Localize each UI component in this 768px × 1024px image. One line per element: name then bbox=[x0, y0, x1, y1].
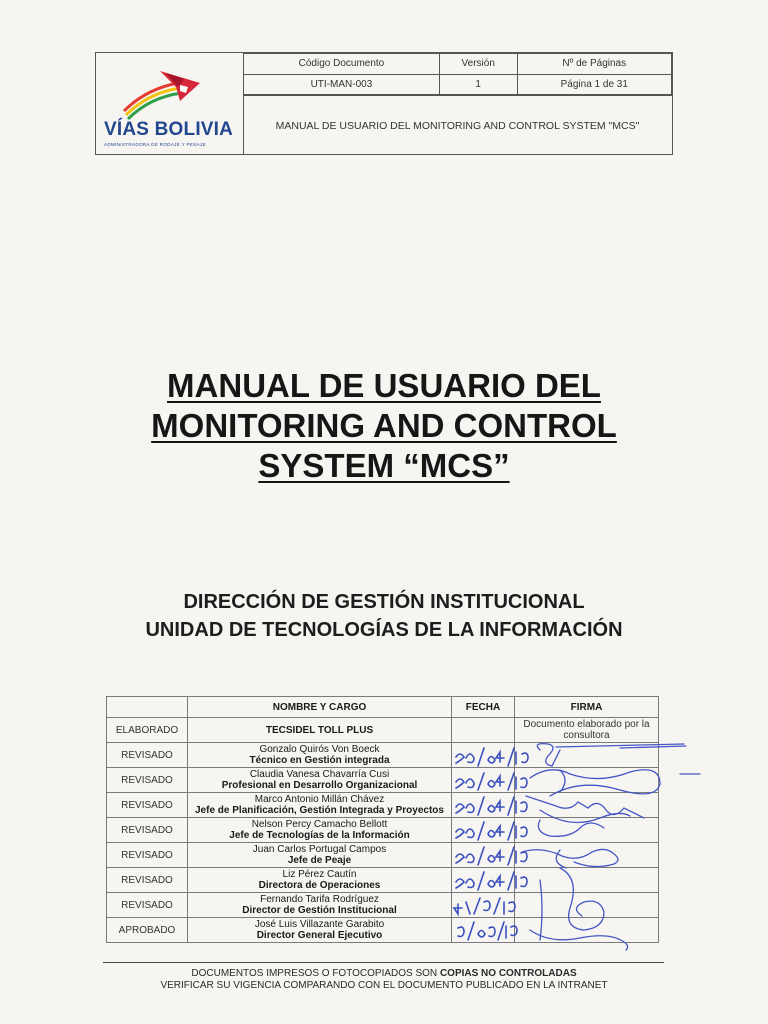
row-name-position bbox=[188, 818, 452, 843]
row-name: Nelson Percy Camacho Bellott bbox=[251, 819, 388, 830]
row-position: Técnico en Gestión integrada bbox=[249, 755, 390, 766]
document-meta bbox=[243, 53, 672, 95]
footer-line-2: VERIFICAR SU VIGENCIA COMPARANDO CON EL DOCUMENTO PUBLICADO EN LA INTRANET bbox=[160, 980, 608, 991]
row-position: Directora de Operaciones bbox=[258, 880, 381, 891]
brand-name: VÍAS BOLIVIA bbox=[104, 119, 234, 140]
row-signature bbox=[515, 893, 659, 918]
brand-tagline: ADMINISTRADORA DE RODAJE Y PESAJE bbox=[104, 142, 206, 147]
row-role: APROBADO bbox=[107, 918, 188, 943]
row-date bbox=[452, 768, 515, 793]
row-signature bbox=[515, 868, 659, 893]
pages-label: Nº de Páginas bbox=[517, 54, 671, 75]
code-value: UTI-MAN-003 bbox=[244, 74, 440, 95]
footer-line-1-bold: COPIAS NO CONTROLADAS bbox=[439, 968, 577, 979]
row-name: Liz Pérez Cautín bbox=[282, 869, 357, 880]
row-signature bbox=[515, 768, 659, 793]
row-signature bbox=[515, 843, 659, 868]
row-name-position bbox=[188, 918, 452, 943]
row-name: Juan Carlos Portugal Campos bbox=[252, 844, 387, 855]
version-value: 1 bbox=[439, 74, 517, 95]
row-date bbox=[452, 793, 515, 818]
footer-line-1 bbox=[0, 968, 768, 980]
version-label: Versión bbox=[439, 54, 517, 75]
row-position: Jefe de Peaje bbox=[287, 855, 352, 866]
row-name: José Luis Villazante Garabito bbox=[254, 919, 385, 930]
row-signature-note: Documento elaborado por la consultora bbox=[515, 718, 659, 743]
code-label: Código Documento bbox=[244, 54, 440, 75]
column-header-role bbox=[107, 697, 188, 718]
table-row bbox=[107, 718, 659, 743]
table-row bbox=[107, 743, 659, 768]
approvals-header-row bbox=[107, 697, 659, 718]
row-date bbox=[452, 843, 515, 868]
table-row bbox=[107, 818, 659, 843]
subtitle-line-1: DIRECCIÓN DE GESTIÓN INSTITUCIONAL bbox=[183, 591, 585, 613]
row-name-position bbox=[188, 868, 452, 893]
row-signature bbox=[515, 818, 659, 843]
pages-value: Página 1 de 31 bbox=[517, 74, 671, 95]
row-position: Director General Ejecutivo bbox=[256, 930, 383, 941]
row-name-position bbox=[188, 718, 452, 743]
row-role: REVISADO bbox=[107, 793, 188, 818]
approvals-table bbox=[106, 696, 659, 943]
row-role: REVISADO bbox=[107, 818, 188, 843]
row-position: Jefe de Tecnologías de la Información bbox=[229, 830, 410, 841]
row-signature bbox=[515, 793, 659, 818]
row-name-position bbox=[188, 893, 452, 918]
vias-bolivia-logo-icon bbox=[116, 61, 216, 121]
row-name: Marco Antonio Millán Chávez bbox=[254, 794, 385, 805]
row-role: REVISADO bbox=[107, 843, 188, 868]
footer-line-1-text: DOCUMENTOS IMPRESOS O FOTOCOPIADOS SON bbox=[191, 968, 440, 979]
row-role: REVISADO bbox=[107, 743, 188, 768]
table-row bbox=[107, 843, 659, 868]
main-title-line-1: MANUAL DE USUARIO DEL bbox=[167, 367, 601, 404]
row-date bbox=[452, 718, 515, 743]
subtitle bbox=[0, 588, 768, 644]
column-header-signature: FIRMA bbox=[515, 697, 659, 718]
row-name-position bbox=[188, 768, 452, 793]
table-row bbox=[107, 868, 659, 893]
table-row bbox=[107, 793, 659, 818]
main-title bbox=[0, 366, 768, 486]
subtitle-line-2: UNIDAD DE TECNOLOGÍAS DE LA INFORMACIÓN bbox=[145, 619, 623, 641]
logo-cell bbox=[96, 53, 244, 154]
row-signature bbox=[515, 743, 659, 768]
row-position: Jefe de Planificación, Gestión Integrada y Proyectos bbox=[195, 805, 444, 816]
footer-divider bbox=[103, 962, 664, 963]
row-name-position bbox=[188, 793, 452, 818]
row-name-position bbox=[188, 743, 452, 768]
column-header-name: NOMBRE Y CARGO bbox=[188, 697, 452, 718]
row-date bbox=[452, 818, 515, 843]
footer bbox=[0, 968, 768, 992]
row-signature bbox=[515, 918, 659, 943]
row-name: Fernando Tarifa Rodríguez bbox=[260, 894, 379, 905]
row-name: Gonzalo Quirós Von Boeck bbox=[259, 744, 380, 755]
table-row bbox=[107, 893, 659, 918]
row-date bbox=[452, 743, 515, 768]
row-position: Director de Gestión Institucional bbox=[242, 905, 397, 916]
row-name: Claudia Vanesa Chavarría Cusi bbox=[249, 769, 390, 780]
row-role: ELABORADO bbox=[107, 718, 188, 743]
row-date bbox=[452, 918, 515, 943]
row-position: TECSIDEL TOLL PLUS bbox=[265, 724, 374, 736]
row-role: REVISADO bbox=[107, 868, 188, 893]
table-row bbox=[107, 768, 659, 793]
row-role: REVISADO bbox=[107, 893, 188, 918]
row-position: Profesional en Desarrollo Organizacional bbox=[221, 780, 418, 791]
table-row bbox=[107, 918, 659, 943]
column-header-date: FECHA bbox=[452, 697, 515, 718]
document-header bbox=[95, 52, 673, 155]
header-document-title: MANUAL DE USUARIO DEL MONITORING AND CONTROL SYSTEM "MCS" bbox=[243, 95, 672, 155]
row-date bbox=[452, 893, 515, 918]
main-title-line-3: SYSTEM “MCS” bbox=[258, 447, 510, 484]
main-title-line-2: MONITORING AND CONTROL bbox=[151, 407, 617, 444]
row-name-position bbox=[188, 843, 452, 868]
row-role: REVISADO bbox=[107, 768, 188, 793]
row-date bbox=[452, 868, 515, 893]
